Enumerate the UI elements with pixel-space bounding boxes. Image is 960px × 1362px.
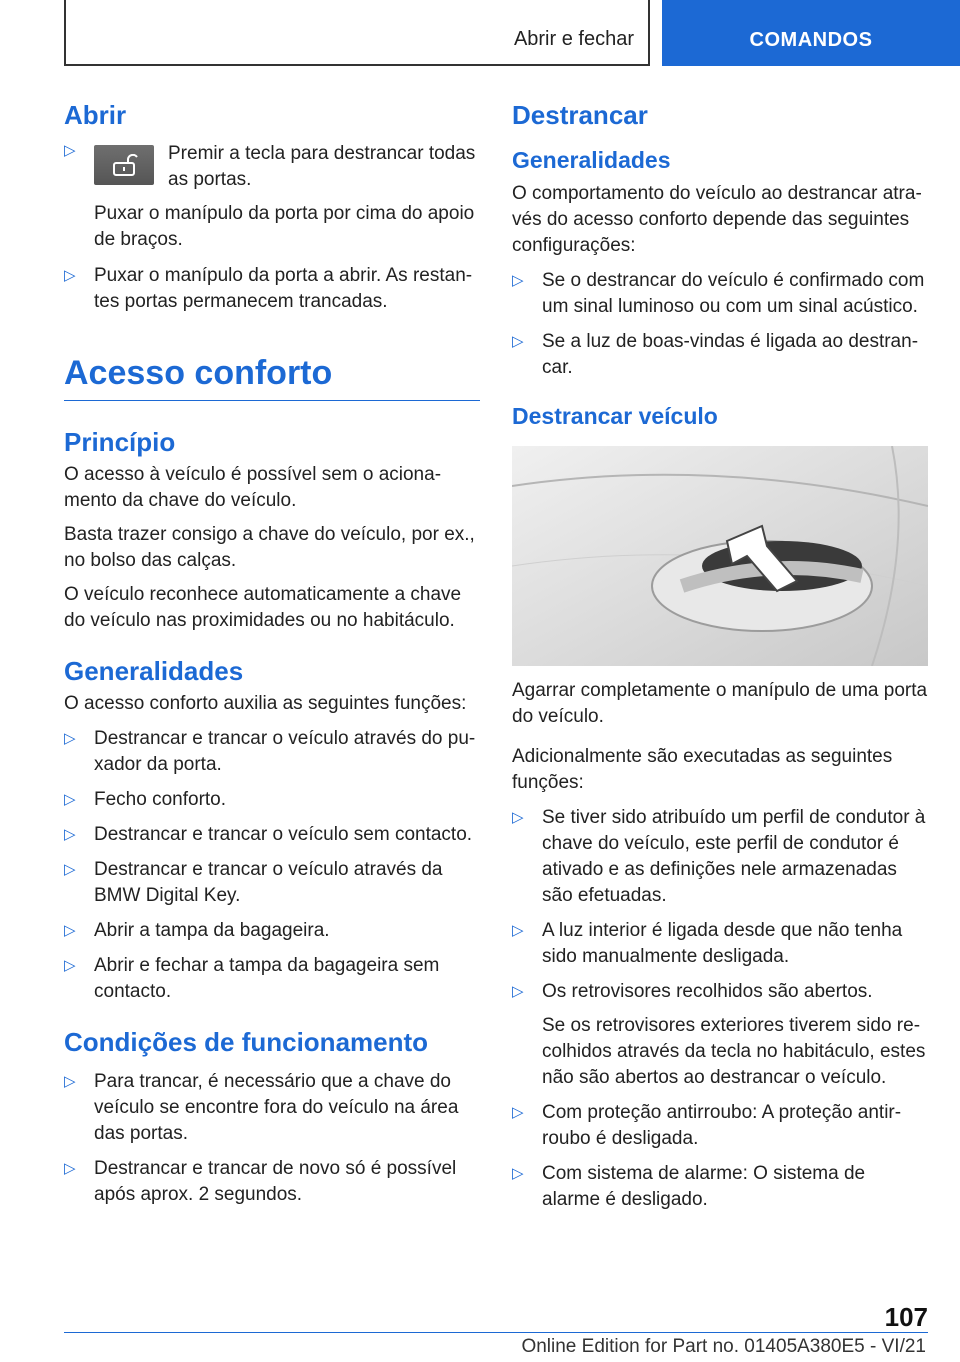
bullet-icon: ▷ <box>512 332 524 350</box>
bullet-icon: ▷ <box>512 1104 524 1122</box>
list-item: ▷ Destrancar e trancar o veículo sem contacto. <box>64 822 480 848</box>
unlock-button-icon <box>94 145 154 185</box>
bullet-icon: ▷ <box>64 957 76 975</box>
bullet-icon: ▷ <box>64 142 76 160</box>
bullet-icon: ▷ <box>512 271 524 289</box>
image-caption: Agarrar completamente o manípulo de uma porta do veículo. <box>512 680 928 728</box>
bullet-icon: ▷ <box>64 826 76 844</box>
bullet-icon: ▷ <box>512 922 524 940</box>
door-handle-image <box>512 446 928 666</box>
bullet-icon: ▷ <box>64 730 76 748</box>
bullet-icon: ▷ <box>64 922 76 940</box>
generalidades-list <box>64 726 480 1005</box>
header-section-title: Abrir e fechar <box>513 28 634 50</box>
bullet-icon: ▷ <box>64 1159 76 1177</box>
list-item: ▷ Se tiver sido atribuído um perfil de condutor à chave do veículo, este perfil de condutor é ativado e as definições nele armazenadas são efetuadas. <box>512 807 926 907</box>
unlock-key-row <box>64 141 480 193</box>
page-number: 107 <box>884 1302 928 1332</box>
bullet-icon: ▷ <box>64 861 76 879</box>
destrancar-veiculo-list-2 <box>512 1100 928 1213</box>
list-item: ▷ Abrir e fechar a tampa da bagageira sem contacto. <box>64 955 440 1003</box>
bullet-icon: ▷ <box>64 1072 76 1090</box>
bullet-icon: ▷ <box>64 791 76 809</box>
subsection-title-principio: Princípio <box>64 426 176 457</box>
footer-edition: Online Edition for Part no. 01405A380E5 - VI/21 <box>521 1336 926 1357</box>
list-item: ▷ Os retrovisores recolhidos são abertos. <box>512 979 928 1005</box>
subsection-title-generalidades: Generalidades <box>64 656 244 687</box>
chapter-tab[interactable] <box>662 0 960 66</box>
list-item: ▷ Com proteção antirroubo: A proteção antirroubo é desligada. <box>512 1102 902 1150</box>
right-column <box>512 100 928 1222</box>
condicoes-list <box>64 1069 480 1208</box>
list-item: ▷ Destrancar e trancar o veículo através do puxador da porta. <box>64 728 476 776</box>
left-column <box>64 100 480 1217</box>
list-item: ▷ A luz interior é ligada desde que não tenha sido manualmente desligada. <box>512 920 903 968</box>
paragraph: O acesso conforto auxilia as seguintes funções: <box>64 693 467 715</box>
list-item: ▷ Destrancar e trancar o veículo através da BMW Digital Key. <box>64 859 443 907</box>
abrir-follow-text: Puxar o manípulo da porta por cima do apoio de braços. <box>94 203 475 251</box>
list-item: ▷ Fecho conforto. <box>64 787 480 813</box>
abrir-list <box>64 263 480 315</box>
list-item: ▷ Se o destrancar do veículo é confirmado com um sinal luminoso ou com um sinal acústico. <box>512 269 925 317</box>
paragraph: O acesso à veículo é possível sem o acionamento da chave do veículo. <box>64 464 442 512</box>
paragraph: O comportamento do veículo ao destrancar através do acesso conforto depende das seguintes configurações: <box>512 182 922 256</box>
subsection-title-generalidades-right: Generalidades <box>512 147 671 174</box>
list-item: ▷ Destrancar e trancar de novo só é possível após aprox. 2 segundos. <box>64 1157 457 1205</box>
list-item: ▷ Abrir a tampa da bagageira. <box>64 918 480 944</box>
list-item: ▷ Com sistema de alarme: O sistema de alarme é desligado. <box>512 1163 866 1211</box>
section-title-destrancar: Destrancar <box>512 100 648 130</box>
destrancar-generalidades-list <box>512 268 928 381</box>
paragraph: Basta trazer consigo a chave do veículo, por ex., no bolso das calças. <box>64 524 475 572</box>
section-title-acesso-conforto: Acesso conforto <box>64 353 480 401</box>
list-item: ▷ Para trancar, é necessário que a chave do veículo se encontre fora do veículo na área das portas. <box>64 1070 459 1144</box>
list-item: ▷ Puxar o manípulo da porta a abrir. As restantes portas permanecem trancadas. <box>64 265 473 313</box>
list-item: ▷ Se a luz de boas-vindas é ligada ao destrancar. <box>512 330 919 378</box>
subsection-title-condicoes: Condições de funcionamento <box>64 1027 429 1058</box>
bullet-icon: ▷ <box>512 1165 524 1183</box>
footer-divider <box>64 1332 928 1333</box>
paragraph: O veículo reconhece automaticamente a chave do veículo nas proximidades ou no habitáculo. <box>64 584 462 632</box>
bullet-icon: ▷ <box>512 809 524 827</box>
chapter-label: COMANDOS <box>749 28 873 51</box>
subsection-title-destrancar-veiculo: Destrancar veículo <box>512 402 718 429</box>
paragraph: Adicionalmente são executadas as seguintes funções: <box>512 746 893 794</box>
retrovisores-note: Se os retrovisores exteriores tiverem sido recolhidos através da tecla no habitáculo, estes não são abertos ao destrancar o veículo. <box>542 1015 926 1089</box>
section-title-abrir: Abrir <box>64 100 127 130</box>
destrancar-veiculo-list <box>512 805 928 1005</box>
bullet-icon: ▷ <box>512 983 524 1001</box>
bullet-icon: ▷ <box>64 267 76 285</box>
unlock-key-text: Premir a tecla para destrancar todas as portas. <box>168 143 476 191</box>
